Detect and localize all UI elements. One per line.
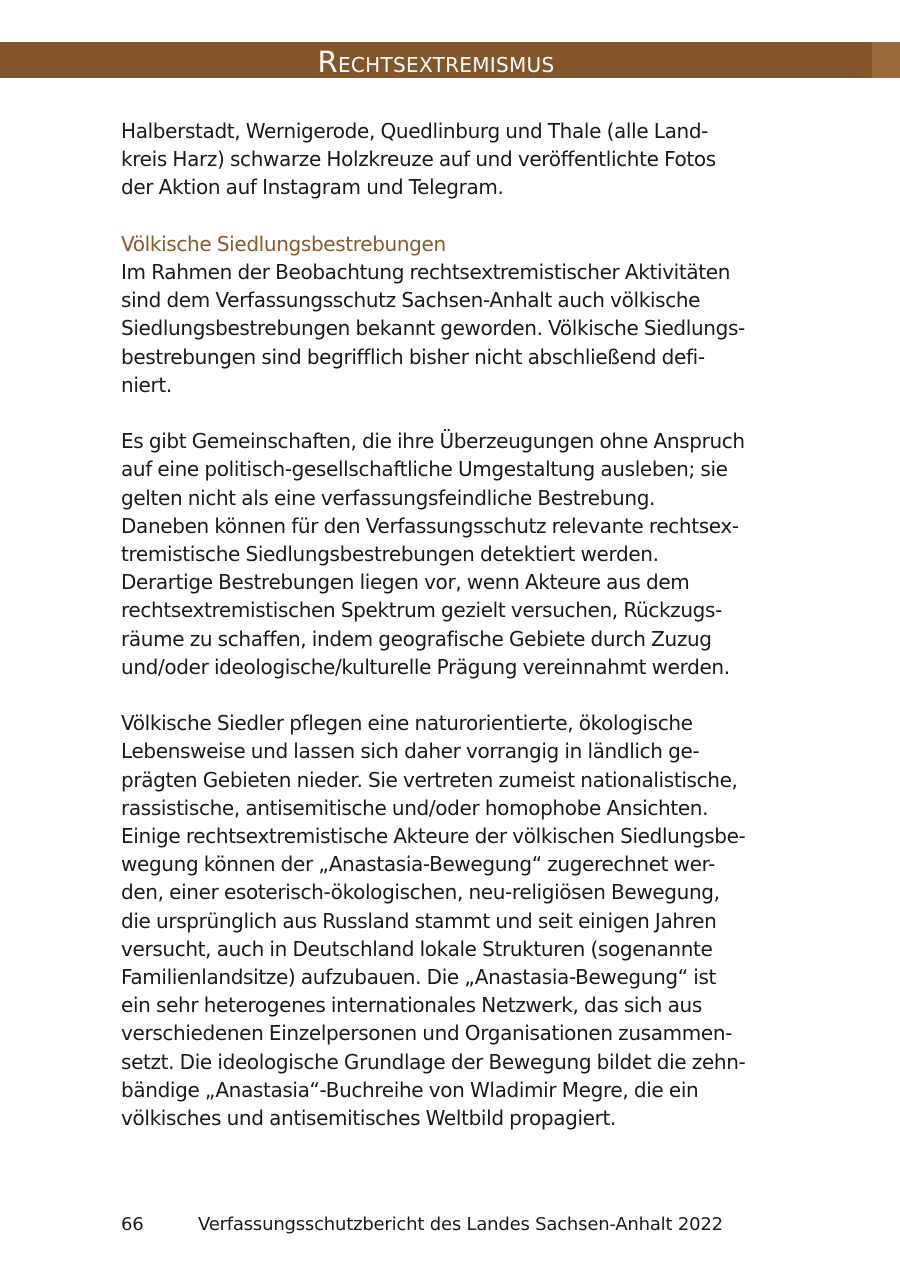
paragraph-siedlungsbestrebungen — [121, 230, 821, 399]
text-line: sind dem Verfassungsschutz Sachsen-Anhalt auch völkische — [121, 288, 701, 313]
text-line: rechtsextremistischen Spektrum gezielt versuchen, Rückzugs- — [121, 598, 722, 623]
text-line: Völkische Siedler pflegen eine naturorientierte, ökologische — [121, 711, 693, 736]
main-content — [121, 117, 821, 1160]
text-line: Derartige Bestrebungen liegen vor, wenn Akteure aus dem — [121, 570, 690, 595]
text-line: tremistische Siedlungsbestrebungen detektiert werden. — [121, 542, 659, 567]
text-line: völkisches und antisemitisches Weltbild propagiert. — [121, 1106, 616, 1131]
text-line: verschiedenen Einzelpersonen und Organisationen zusammen- — [121, 1021, 733, 1046]
text-line: kreis Harz) schwarze Holzkreuze auf und veröffentlichte Fotos — [121, 147, 716, 172]
text-line: Lebensweise und lassen sich daher vorrangig in ländlich ge- — [121, 739, 700, 764]
text-line: Daneben können für den Verfassungsschutz relevante rechtsex- — [121, 513, 739, 538]
text-line: gelten nicht als eine verfassungsfeindliche Bestrebung. — [121, 485, 656, 510]
header-bar — [0, 42, 900, 78]
text-line: Im Rahmen der Beobachtung rechtsextremistischer Aktivitäten — [121, 260, 731, 284]
text-line: Halberstadt, Wernigerode, Quedlinburg und Thale (alle Land- — [121, 119, 709, 143]
text-line: prägten Gebieten nieder. Sie vertreten zumeist nationalistische, — [121, 767, 738, 792]
paragraph-intro — [121, 117, 821, 202]
paragraph-voelkische-siedler — [121, 709, 821, 1132]
text-line: den, einer esoterisch-ökologischen, neu-religiösen Bewegung, — [121, 880, 720, 905]
text-line: Siedlungsbestrebungen bekannt geworden. Völkische Siedlungs- — [121, 316, 745, 341]
page-number: 66 — [121, 1214, 144, 1235]
page-footer — [121, 1213, 723, 1237]
text-line: setzt. Die ideologische Grundlage der Bewegung bildet die zehn- — [121, 1049, 746, 1074]
text-line: ein sehr heterogenes internationales Netzwerk, das sich aus — [121, 993, 702, 1018]
text-line: der Aktion auf Instagram und Telegram. — [121, 175, 504, 200]
text-line: auf eine politisch-gesellschaftliche Umgestaltung ausleben; sie — [121, 457, 728, 482]
paragraph-gemeinschaften — [121, 427, 821, 681]
text-line: Einige rechtsextremistische Akteure der völkischen Siedlungsbe- — [121, 824, 746, 849]
text-line: die ursprünglich aus Russland stammt und seit einigen Jahren — [121, 908, 717, 933]
text-line: räume zu schaffen, indem geografische Gebiete durch Zuzug — [121, 626, 712, 651]
section-heading: Völkische Siedlungsbestrebungen — [121, 231, 446, 256]
text-line: Familienlandsitze) aufzubauen. Die „Anastasia-Bewegung“ ist — [121, 965, 717, 990]
text-line: Es gibt Gemeinschaften, die ihre Überzeugungen ohne Anspruch — [121, 429, 745, 454]
text-line: bändige „Anastasia“-Buchreihe von Wladimir Megre, die ein — [121, 1077, 699, 1102]
text-line: bestrebungen sind begrifflich bisher nicht abschließend defi- — [121, 344, 705, 369]
text-line: rassistische, antisemitische und/oder homophobe Ansichten. — [121, 795, 709, 820]
publication-title: Verfassungsschutzbericht des Landes Sachsen-Anhalt 2022 — [198, 1214, 723, 1235]
header-accent — [872, 42, 900, 78]
text-line: wegung können der „Anastasia-Bewegung“ zugerechnet wer- — [121, 852, 716, 877]
page-section-title: Rechtsextremismus — [317, 45, 555, 79]
text-line: niert. — [121, 372, 172, 397]
text-line: versucht, auch in Deutschland lokale Strukturen (sogenannte — [121, 936, 713, 961]
text-line: und/oder ideologische/kulturelle Prägung vereinnahmt werden. — [121, 654, 730, 679]
